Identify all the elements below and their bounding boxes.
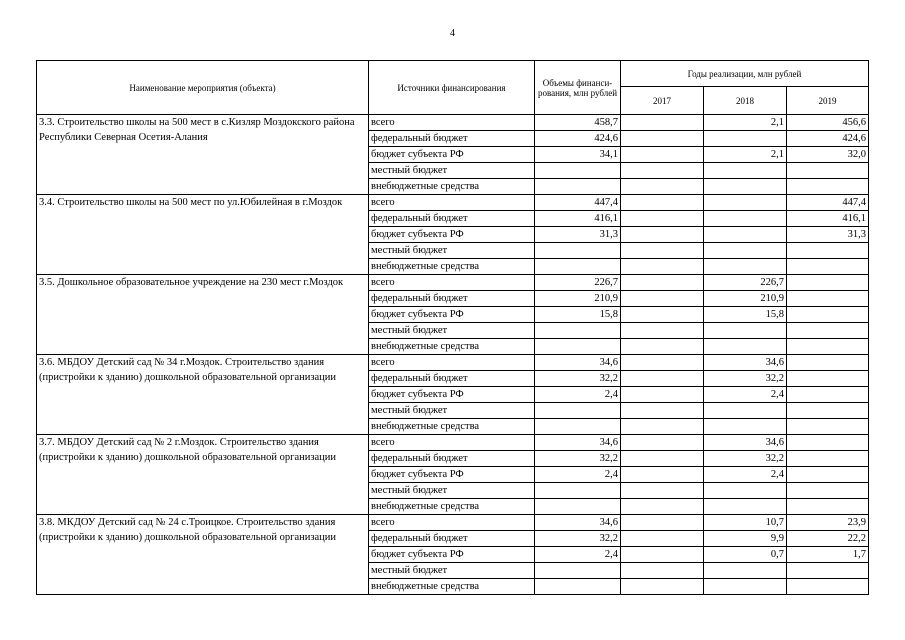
year-2017-cell (621, 147, 704, 163)
header-volume: Объемы финанси- рования, млн рублей (535, 61, 621, 115)
funding-source: внебюджетные средства (369, 339, 535, 355)
year-2019-cell (787, 579, 869, 595)
funding-source: местный бюджет (369, 403, 535, 419)
funding-source: всего (369, 115, 535, 131)
year-2017-cell (621, 515, 704, 531)
table-row (37, 435, 869, 451)
header-year-2017: 2017 (621, 87, 704, 115)
measure-name: 3.6. МБДОУ Детский сад № 34 г.Моздок. Строительство здания (пристройки к зданию) дошкольной образовательной организации (37, 355, 369, 435)
volume-cell: 2,4 (535, 467, 621, 483)
year-2018-cell: 32,2 (704, 371, 787, 387)
year-2017-cell (621, 179, 704, 195)
year-2019-cell: 32,0 (787, 147, 869, 163)
volume-cell (535, 179, 621, 195)
funding-source: бюджет субъекта РФ (369, 387, 535, 403)
year-2018-cell (704, 131, 787, 147)
year-2019-cell: 456,6 (787, 115, 869, 131)
year-2019-cell (787, 243, 869, 259)
year-2019-cell (787, 339, 869, 355)
year-2019-cell (787, 499, 869, 515)
year-2017-cell (621, 195, 704, 211)
header-sources: Источники финансирования (369, 61, 535, 115)
year-2017-cell (621, 227, 704, 243)
year-2018-cell (704, 211, 787, 227)
measure-name: 3.5. Дошкольное образовательное учреждение на 230 мест г.Моздок (37, 275, 369, 355)
year-2019-cell: 1,7 (787, 547, 869, 563)
table-row (37, 515, 869, 531)
year-2018-cell: 226,7 (704, 275, 787, 291)
funding-source: внебюджетные средства (369, 419, 535, 435)
year-2018-cell (704, 195, 787, 211)
year-2017-cell (621, 259, 704, 275)
year-2017-cell (621, 547, 704, 563)
table-row (37, 195, 869, 211)
volume-cell: 424,6 (535, 131, 621, 147)
year-2019-cell: 424,6 (787, 131, 869, 147)
financing-table (36, 60, 869, 595)
year-2017-cell (621, 371, 704, 387)
year-2019-cell (787, 419, 869, 435)
volume-cell (535, 243, 621, 259)
volume-cell: 2,4 (535, 387, 621, 403)
year-2017-cell (621, 291, 704, 307)
volume-cell: 226,7 (535, 275, 621, 291)
volume-cell: 2,4 (535, 547, 621, 563)
funding-source: федеральный бюджет (369, 211, 535, 227)
year-2019-cell (787, 371, 869, 387)
year-2018-cell (704, 323, 787, 339)
year-2018-cell (704, 483, 787, 499)
funding-source: местный бюджет (369, 163, 535, 179)
funding-source: внебюджетные средства (369, 259, 535, 275)
volume-cell: 32,2 (535, 451, 621, 467)
volume-cell (535, 499, 621, 515)
year-2018-cell (704, 227, 787, 243)
year-2019-cell: 31,3 (787, 227, 869, 243)
year-2019-cell (787, 355, 869, 371)
volume-cell: 34,1 (535, 147, 621, 163)
volume-cell: 31,3 (535, 227, 621, 243)
year-2019-cell (787, 435, 869, 451)
year-2019-cell (787, 179, 869, 195)
year-2018-cell: 9,9 (704, 531, 787, 547)
year-2019-cell (787, 467, 869, 483)
year-2018-cell (704, 243, 787, 259)
funding-source: местный бюджет (369, 323, 535, 339)
year-2017-cell (621, 531, 704, 547)
year-2017-cell (621, 419, 704, 435)
header-year-2018: 2018 (704, 87, 787, 115)
year-2019-cell (787, 563, 869, 579)
year-2018-cell (704, 179, 787, 195)
year-2018-cell (704, 499, 787, 515)
funding-source: федеральный бюджет (369, 531, 535, 547)
volume-cell (535, 339, 621, 355)
year-2018-cell (704, 579, 787, 595)
year-2018-cell: 210,9 (704, 291, 787, 307)
year-2019-cell (787, 483, 869, 499)
year-2018-cell (704, 403, 787, 419)
funding-source: местный бюджет (369, 243, 535, 259)
funding-source: бюджет субъекта РФ (369, 227, 535, 243)
year-2017-cell (621, 483, 704, 499)
funding-source: всего (369, 515, 535, 531)
year-2019-cell (787, 291, 869, 307)
table-row (37, 275, 869, 291)
year-2018-cell (704, 163, 787, 179)
year-2017-cell (621, 243, 704, 259)
year-2017-cell (621, 211, 704, 227)
table-body (37, 115, 869, 595)
funding-source: федеральный бюджет (369, 131, 535, 147)
funding-source: внебюджетные средства (369, 179, 535, 195)
year-2017-cell (621, 163, 704, 179)
year-2018-cell (704, 259, 787, 275)
year-2017-cell (621, 115, 704, 131)
volume-cell (535, 323, 621, 339)
header-name: Наименование мероприятия (объекта) (37, 61, 369, 115)
funding-source: бюджет субъекта РФ (369, 147, 535, 163)
table-row (37, 355, 869, 371)
funding-source: всего (369, 435, 535, 451)
year-2019-cell (787, 307, 869, 323)
measure-name: 3.7. МБДОУ Детский сад № 2 г.Моздок. Строительство здания (пристройки к зданию) дошкольной образовательной организации (37, 435, 369, 515)
year-2019-cell: 447,4 (787, 195, 869, 211)
year-2019-cell (787, 323, 869, 339)
funding-source: бюджет субъекта РФ (369, 467, 535, 483)
year-2017-cell (621, 435, 704, 451)
volume-cell (535, 563, 621, 579)
year-2017-cell (621, 275, 704, 291)
funding-source: федеральный бюджет (369, 371, 535, 387)
volume-cell (535, 483, 621, 499)
year-2018-cell (704, 419, 787, 435)
funding-source: местный бюджет (369, 483, 535, 499)
year-2018-cell: 10,7 (704, 515, 787, 531)
year-2018-cell: 0,7 (704, 547, 787, 563)
year-2019-cell (787, 387, 869, 403)
volume-cell: 447,4 (535, 195, 621, 211)
volume-cell: 32,2 (535, 371, 621, 387)
volume-cell: 15,8 (535, 307, 621, 323)
volume-cell: 32,2 (535, 531, 621, 547)
funding-source: бюджет субъекта РФ (369, 547, 535, 563)
year-2018-cell: 34,6 (704, 435, 787, 451)
year-2018-cell: 15,8 (704, 307, 787, 323)
volume-cell (535, 403, 621, 419)
measure-name: 3.8. МКДОУ Детский сад № 24 с.Троицкое. Строительство здания (пристройки к зданию) дошкольной образовательной организации (37, 515, 369, 595)
year-2018-cell: 2,4 (704, 387, 787, 403)
header-years-title: Годы реализации, млн рублей (621, 61, 869, 87)
volume-cell: 34,6 (535, 435, 621, 451)
year-2017-cell (621, 355, 704, 371)
year-2017-cell (621, 579, 704, 595)
year-2017-cell (621, 451, 704, 467)
year-2018-cell: 2,4 (704, 467, 787, 483)
funding-source: федеральный бюджет (369, 291, 535, 307)
year-2018-cell: 2,1 (704, 147, 787, 163)
funding-source: всего (369, 355, 535, 371)
year-2017-cell (621, 339, 704, 355)
year-2017-cell (621, 467, 704, 483)
header-year-2019: 2019 (787, 87, 869, 115)
funding-source: всего (369, 195, 535, 211)
volume-cell: 34,6 (535, 355, 621, 371)
year-2019-cell: 22,2 (787, 531, 869, 547)
year-2017-cell (621, 403, 704, 419)
volume-cell (535, 579, 621, 595)
volume-cell: 210,9 (535, 291, 621, 307)
volume-cell (535, 163, 621, 179)
year-2018-cell (704, 339, 787, 355)
year-2018-cell: 34,6 (704, 355, 787, 371)
year-2017-cell (621, 387, 704, 403)
year-2017-cell (621, 131, 704, 147)
funding-source: федеральный бюджет (369, 451, 535, 467)
year-2018-cell: 32,2 (704, 451, 787, 467)
volume-cell: 458,7 (535, 115, 621, 131)
volume-cell: 34,6 (535, 515, 621, 531)
page-number: 4 (450, 28, 455, 39)
measure-name: 3.4. Строительство школы на 500 мест по ул.Юбилейная в г.Моздок (37, 195, 369, 275)
year-2019-cell (787, 259, 869, 275)
funding-source: всего (369, 275, 535, 291)
year-2017-cell (621, 323, 704, 339)
funding-source: местный бюджет (369, 563, 535, 579)
year-2019-cell (787, 275, 869, 291)
funding-source: внебюджетные средства (369, 499, 535, 515)
year-2017-cell (621, 499, 704, 515)
year-2019-cell: 23,9 (787, 515, 869, 531)
volume-cell: 416,1 (535, 211, 621, 227)
year-2019-cell: 416,1 (787, 211, 869, 227)
volume-cell (535, 419, 621, 435)
volume-cell (535, 259, 621, 275)
year-2019-cell (787, 403, 869, 419)
year-2019-cell (787, 163, 869, 179)
measure-name: 3.3. Строительство школы на 500 мест в с.Кизляр Моздокского района Республики Северная Осетия-Алания (37, 115, 369, 195)
funding-source: внебюджетные средства (369, 579, 535, 595)
table-row (37, 115, 869, 131)
funding-source: бюджет субъекта РФ (369, 307, 535, 323)
year-2017-cell (621, 307, 704, 323)
year-2019-cell (787, 451, 869, 467)
year-2017-cell (621, 563, 704, 579)
year-2018-cell: 2,1 (704, 115, 787, 131)
year-2018-cell (704, 563, 787, 579)
